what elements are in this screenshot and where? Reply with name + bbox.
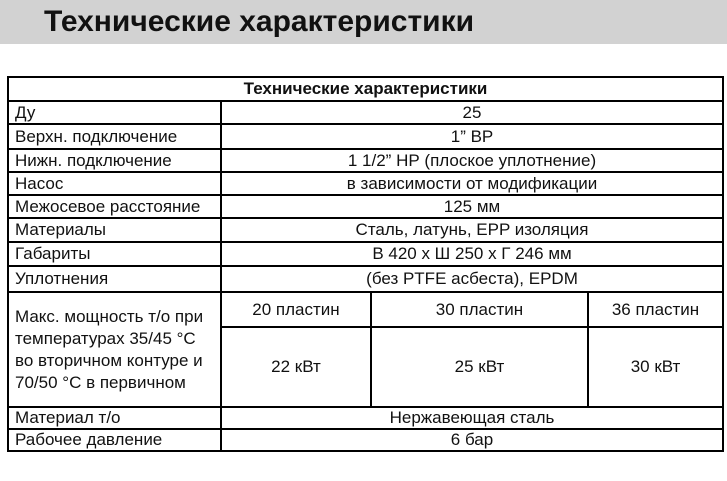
power-row-label: Макс. мощность т/о при температурах 35/45 °С во вторичном контуре и 70/50 °С в первичном [8,292,221,407]
table-row [8,407,723,429]
spec-label: Рабочее давление [8,429,221,451]
spec-value: 125 мм [221,195,723,218]
spec-value: В 420 х Ш 250 х Г 246 мм [221,242,723,266]
power-value: 25 кВт [371,327,588,407]
spec-label: Габариты [8,242,221,266]
spec-label: Ду [8,101,221,124]
plate-count-header: 20 пластин [221,292,371,327]
spec-value: (без PTFE асбеста), EPDM [221,266,723,292]
power-value: 22 кВт [221,327,371,407]
spec-label: Насос [8,172,221,195]
spec-value: 25 [221,101,723,124]
spec-value: 1 1/2” НР (плоское уплотнение) [221,149,723,172]
table-row [8,124,723,149]
page-title-bar [0,0,727,44]
table-header-row [8,77,723,101]
table-row [8,429,723,451]
spec-value: 6 бар [221,429,723,451]
spec-label: Межосевое расстояние [8,195,221,218]
spec-value: Сталь, латунь, EPP изоляция [221,218,723,242]
table-row [8,218,723,242]
power-value: 30 кВт [588,327,723,407]
table-row [8,242,723,266]
spec-table [7,76,724,452]
table-row [8,101,723,124]
table-row [8,172,723,195]
power-plates-row [8,292,723,327]
table-row [8,195,723,218]
plate-count-header: 30 пластин [371,292,588,327]
page-title: Технические характеристики [44,5,475,38]
spec-value: Нержавеющая сталь [221,407,723,429]
spec-value: 1” ВР [221,124,723,149]
spec-label: Верхн. подключение [8,124,221,149]
spec-label: Уплотнения [8,266,221,292]
plate-count-header: 36 пластин [588,292,723,327]
table-row [8,149,723,172]
spec-value: в зависимости от модификации [221,172,723,195]
table-title: Технические характеристики [8,77,723,101]
spec-label: Нижн. подключение [8,149,221,172]
spec-label: Материал т/о [8,407,221,429]
spec-label: Материалы [8,218,221,242]
table-row [8,266,723,292]
